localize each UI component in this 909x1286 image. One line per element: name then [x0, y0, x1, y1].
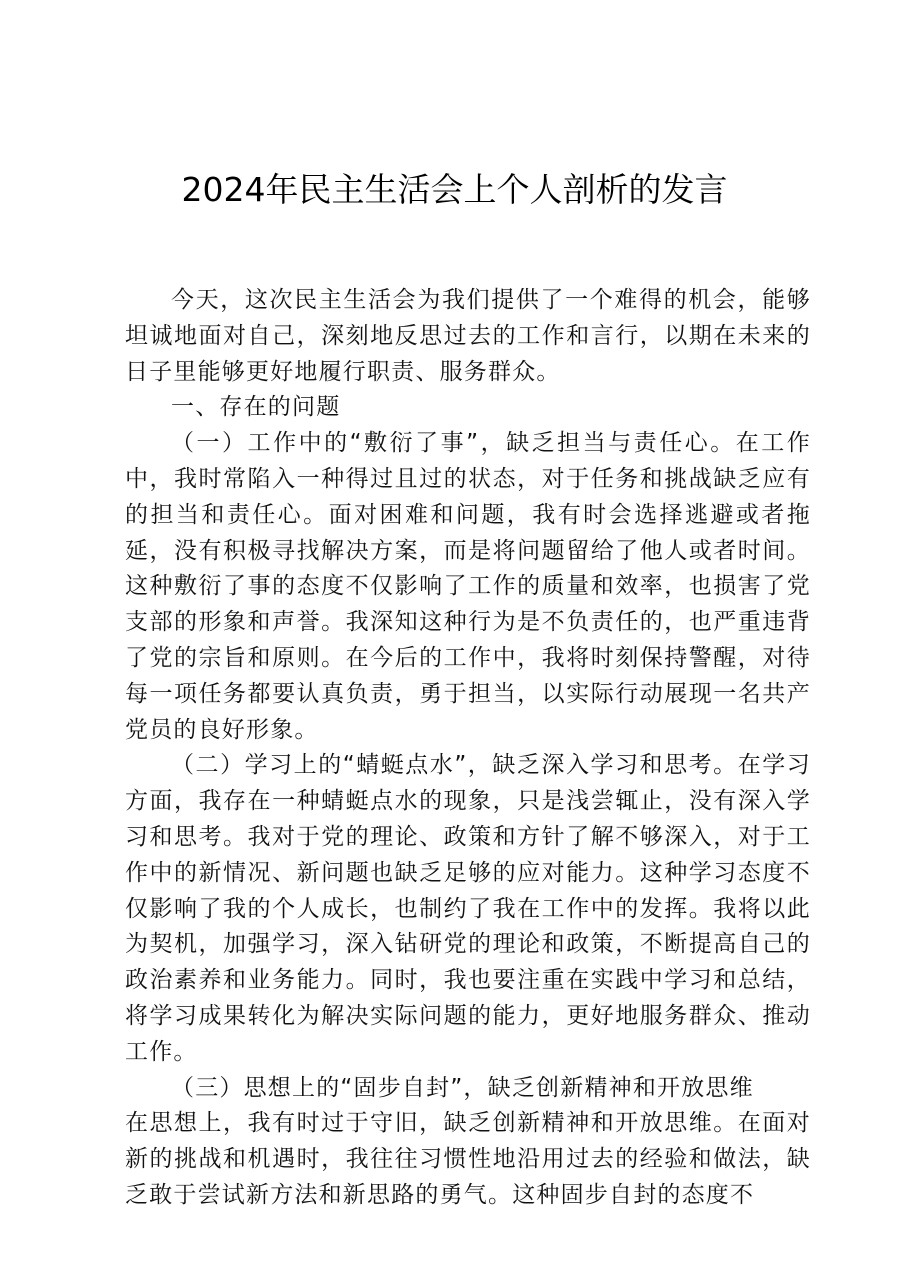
item-2-title: （二）学习上的“蜻蜓点水”，缺乏深入学习和思考。 [171, 752, 738, 779]
item-3-paragraph [125, 1071, 811, 1214]
document-title: 2024年民主生活会上个人剖析的发言 [181, 170, 728, 209]
item-1-paragraph [125, 426, 811, 748]
item-1-title: （一）工作中的“敷衍了事”，缺乏担当与责任心。 [171, 430, 736, 457]
item-3-title: （三）思想上的“固步自封”，缺乏创新精神和开放思维 [171, 1074, 754, 1101]
document-body [125, 283, 811, 1214]
item-2-paragraph [125, 748, 811, 1070]
intro-paragraph: 今天，这次民主生活会为我们提供了一个难得的机会，能够坦诚地面对自己，深刻地反思过去的工作和言行，以期在未来的日子里能够更好地履行职责、服务群众。 [125, 287, 811, 385]
item-1-body: 在工作中，我时常陷入一种得过且过的状态，对于任务和挑战缺乏应有的担当和责任心。面对困难和问题，我有时会选择逃避或者拖延，没有积极寻找解决方案，而是将问题留给了他人或者时间。这种敷衍了事的态度不仅影响了工作的质量和效率，也损害了党支部的形象和声誉。我深知这种行为是不负责任的，也严重违背了党的宗旨和原则。在今后的工作中，我将时刻保持警醒，对待每一项任务都要认真负责，勇于担当，以实际行动展现一名共产党员的良好形象。 [125, 430, 811, 743]
item-2-body: 在学习方面，我存在一种蜻蜓点水的现象，只是浅尝辄止，没有深入学习和思考。我对于党的理论、政策和方针了解不够深入，对于工作中的新情况、新问题也缺乏足够的应对能力。这种学习态度不仅影响了我的个人成长，也制约了我在工作中的发挥。我将以此为契机，加强学习，深入钻研党的理论和政策，不断提高自己的政治素养和业务能力。同时，我也要注重在实践中学习和总结，将学习成果转化为解决实际问题的能力，更好地服务群众、推动工作。 [125, 752, 811, 1065]
item-3-body: 在思想上，我有时过于守旧，缺乏创新精神和开放思维。在面对新的挑战和机遇时，我往往习惯性地沿用过去的经验和做法，缺乏敢于尝试新方法和新思路的勇气。这种固步自封的态度不 [125, 1110, 811, 1208]
section-heading: 一、存在的问题 [171, 394, 341, 421]
